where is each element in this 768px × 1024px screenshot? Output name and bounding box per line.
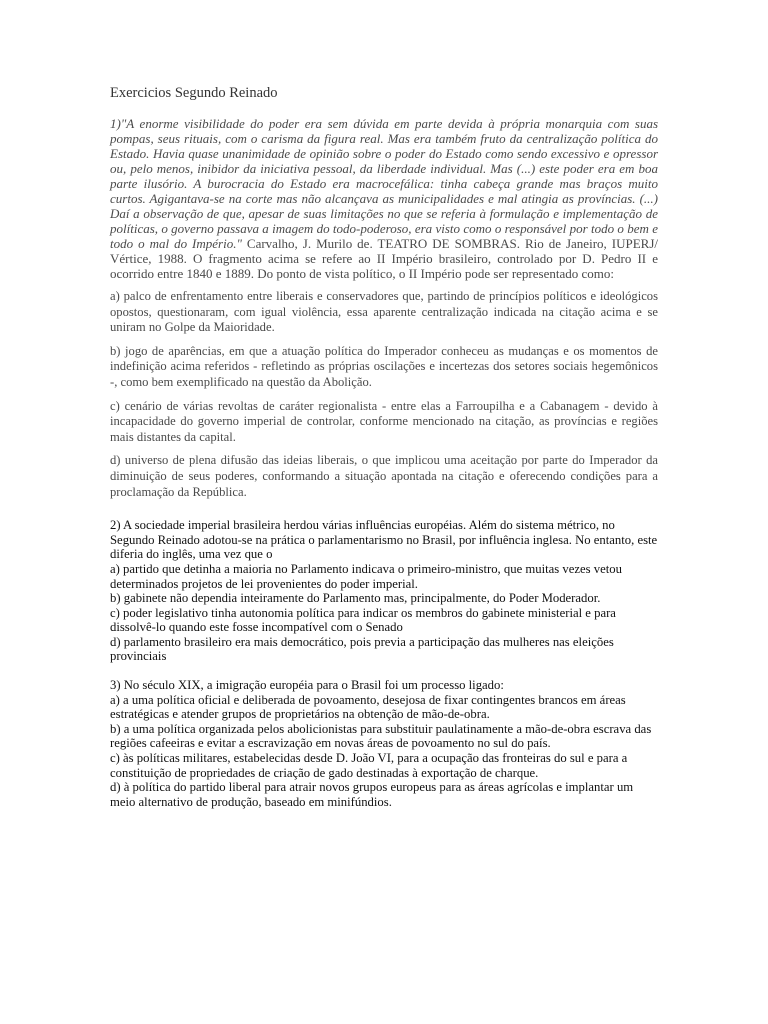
question-3-option-b: b) a uma política organizada pelos abolicionistas para substituir paulatinamente a mão-de-obra escrava das regiões cafeeiras e evitar a escravização em novas áreas de povoamento no sul do país. <box>110 721 652 751</box>
question-3-option-c: c) às políticas militares, estabelecidas desde D. João VI, para a ocupação das fronteiras do sul e para a constituição de propriedades de criação de gado destinadas à exportação de charque. <box>110 751 628 780</box>
question-2-option-b: b) gabinete não dependia inteiramente do Parlamento mas, principalmente, do Poder Moderador. <box>110 591 601 606</box>
question-1-option-c: c) cenário de várias revoltas de caráter regionalista - entre elas a Farroupilha e a Cabanagem - devido à incapacidade do governo imperial de controlar, conforme mencionado na citação, as províncias e regiões mais distantes da capital. <box>110 398 658 444</box>
question-1-option-d: d) universo de plena difusão das ideias liberais, o que implicou uma aceitação por parte do Imperador da diminuição de seus poderes, conformando a situação apontada na citação e oferecendo condições para a proclamação da República. <box>110 453 658 499</box>
question-1-source: Carvalho, J. Murilo de. TEATRO DE SOMBRAS. Rio de Janeiro, IUPERJ/ Vértice, 1988. O fragmento acima se refere ao II Império brasileiro, controlado por D. Pedro II e ocorrido entre 1840 e 1889. Do ponto de vista político, o II Império pode ser representado como: <box>110 236 658 281</box>
question-3-stem: 3) No século XIX, a imigração européia para o Brasil foi um processo ligado: <box>110 678 504 693</box>
question-2-option-c: c) poder legislativo tinha autonomia política para indicar os membros do gabinete ministerial e para dissolvê-lo quando este fosse incompatível com o Senado <box>110 605 616 635</box>
document-title: Exercicios Segundo Reinado <box>110 85 278 101</box>
question-1-option-a: a) palco de enfrentamento entre liberais e conservadores que, partindo de princípios políticos e ideológicos opostos, questionaram, com igual violência, essa aparente centralização indicada na citação acima e se uniram no Golpe da Maioridade. <box>110 289 658 335</box>
question-3 <box>110 678 658 809</box>
question-2 <box>110 518 658 664</box>
question-2-option-d: d) parlamento brasileiro era mais democrático, pois previa a participação das mulheres nas eleições provinciais <box>110 634 614 664</box>
question-1-option-b: b) jogo de aparências, em que a atuação política do Imperador conheceu as mudanças e os momentos de indefinição acima referidos - refletindo as próprias oscilações e incertezas dos setores sociais hegemônicos -, como bem exemplificado na questão da Abolição. <box>110 343 658 389</box>
question-3-option-d: d) à política do partido liberal para atrair novos grupos europeus para as áreas agrícolas e implantar um meio alternativo de produção, baseado em minifúndios. <box>110 780 634 809</box>
question-2-stem: 2) A sociedade imperial brasileira herdou várias influências européias. Além do sistema métrico, no Segundo Reinado adotou-se na prática o parlamentarismo no Brasil, por influência inglesa. No entanto, este diferia do inglês, uma vez que o <box>110 518 658 562</box>
question-1-text <box>110 116 658 281</box>
question-3-option-a: a) a uma política oficial e deliberada de povoamento, desejosa de fixar contingentes brancos em áreas estratégicas e atender grupos de proprietários na obtenção de mão-de-obra. <box>110 692 626 722</box>
question-2-option-a: a) partido que detinha a maioria no Parlamento indicava o primeiro-ministro, que muitas vezes vetou determinados projetos de lei provenientes do poder imperial. <box>110 561 622 591</box>
question-1-quote: 1)"A enorme visibilidade do poder era sem dúvida em parte devida à própria monarquia com suas pompas, seus rituais, com o carisma da figura real. Mas era também fruto da centralização política do Estado. Havia quase unanimidade de opinião sobre o poder do Estado como sendo excessivo e opressor ou, pelo menos, inibidor da iniciativa pessoal, da liberdade individual. Mas (...) este poder era em boa parte ilusório. A burocracia do Estado era macrocefálica: tinha cabeça grande mas braços muito curtos. Agigantava-se na corte mas não alcançava as municipalidades e mal atingia as províncias. (...) Daí a observação de que, apesar de suas limitações no que se referia à formulação e implementação de políticas, o governo passava a imagem do todo-poderoso, era visto como o responsável por todo o bem e todo o mal do Império." <box>110 116 658 251</box>
